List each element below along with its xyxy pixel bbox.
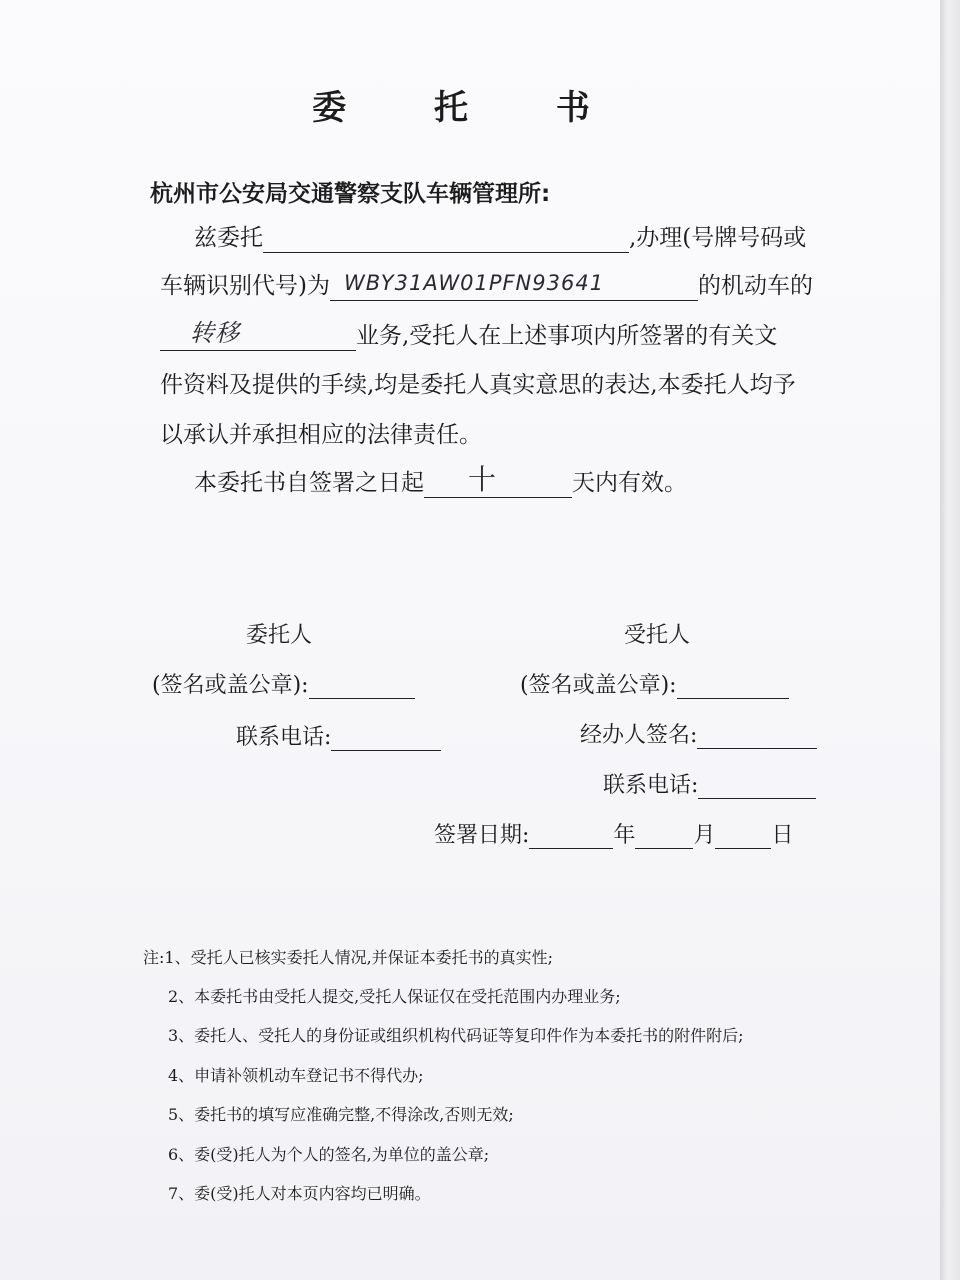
- day-blank[interactable]: [715, 822, 771, 849]
- business-handwriting: 转移: [190, 319, 240, 347]
- agent-phone-label: 联系电话:: [603, 773, 699, 798]
- trustee-name-blank[interactable]: [263, 226, 629, 253]
- validity-suffix: 天内有效。: [572, 470, 687, 496]
- sign-date-label: 签署日期:: [434, 823, 530, 848]
- vin-label: 车辆识别代号)为: [160, 273, 330, 299]
- paragraph-line-3: [160, 321, 777, 351]
- year-label: 年: [613, 823, 636, 848]
- sign-date-row: [434, 818, 793, 849]
- agent-label: 受托人: [624, 623, 691, 648]
- entrust-label: 兹委托: [194, 225, 263, 251]
- handler-sign-row: [580, 718, 817, 749]
- handle-label: ,办理(号牌号码或: [629, 225, 807, 251]
- note-2: 2、本委托书由受托人提交,受托人保证仅在受托范围内办理业务;: [168, 987, 621, 1006]
- vin-handwriting: WBY31AW01PFN93641: [343, 271, 605, 295]
- principal-sign-label: (签名或盖公章):: [152, 673, 309, 698]
- paragraph-line-5: 以承认并承担相应的法律责任。: [160, 422, 482, 448]
- principal-phone-blank[interactable]: [331, 724, 441, 751]
- underlying-page-edge: [940, 0, 960, 1280]
- addressee-line: 杭州市公安局交通警察支队车辆管理所:: [150, 181, 551, 207]
- paragraph-line-2: [160, 271, 813, 301]
- note-4: 4、申请补领机动车登记书不得代办;: [168, 1066, 424, 1085]
- agent-sign-blank[interactable]: [677, 672, 789, 699]
- principal-phone-row: [236, 720, 441, 751]
- principal-phone-label: 联系电话:: [236, 725, 332, 750]
- note-7: 7、委(受)托人对本页内容均已明确。: [168, 1184, 431, 1203]
- validity-prefix: 本委托书自签署之日起: [194, 470, 424, 496]
- principal-sign-blank[interactable]: [309, 672, 415, 699]
- business-text: 业务,受托人在上述事项内所签署的有关文: [356, 323, 778, 349]
- principal-label: 委托人: [246, 623, 313, 648]
- note-3: 3、委托人、受托人的身份证或组织机构代码证等复印件作为本委托书的附件附后;: [168, 1026, 744, 1045]
- note-5: 5、委托书的填写应准确完整,不得涂改,否则无效;: [168, 1105, 514, 1124]
- agent-sign-row: [520, 668, 789, 699]
- handler-sign-label: 经办人签名:: [580, 723, 698, 748]
- principal-sign-row: [152, 668, 415, 699]
- agent-sign-label: (签名或盖公章):: [520, 673, 677, 698]
- agent-phone-blank[interactable]: [698, 772, 816, 799]
- days-blank[interactable]: [424, 463, 572, 498]
- paragraph-line-1: [194, 223, 806, 253]
- validity-line: [194, 463, 687, 498]
- days-handwriting: 十: [468, 463, 498, 496]
- handler-sign-blank[interactable]: [697, 722, 817, 749]
- month-blank[interactable]: [635, 822, 693, 849]
- note-6: 6、委(受)托人为个人的签名,为单位的盖公章;: [168, 1145, 490, 1164]
- document-title: 委 托 书: [312, 88, 628, 128]
- year-blank[interactable]: [529, 822, 613, 849]
- agent-phone-row: [603, 768, 816, 799]
- month-label: 月: [693, 823, 716, 848]
- note-1: 注:1、受托人已核实委托人情况,并保证本委托书的真实性;: [143, 948, 554, 967]
- day-label: 日: [771, 823, 794, 848]
- business-blank[interactable]: [160, 319, 356, 351]
- vin-blank[interactable]: [330, 271, 698, 301]
- paragraph-line-4: 件资料及提供的手续,均是委托人真实意思的表达,本委托人均予: [160, 372, 796, 398]
- vehicle-of-label: 的机动车的: [697, 273, 813, 299]
